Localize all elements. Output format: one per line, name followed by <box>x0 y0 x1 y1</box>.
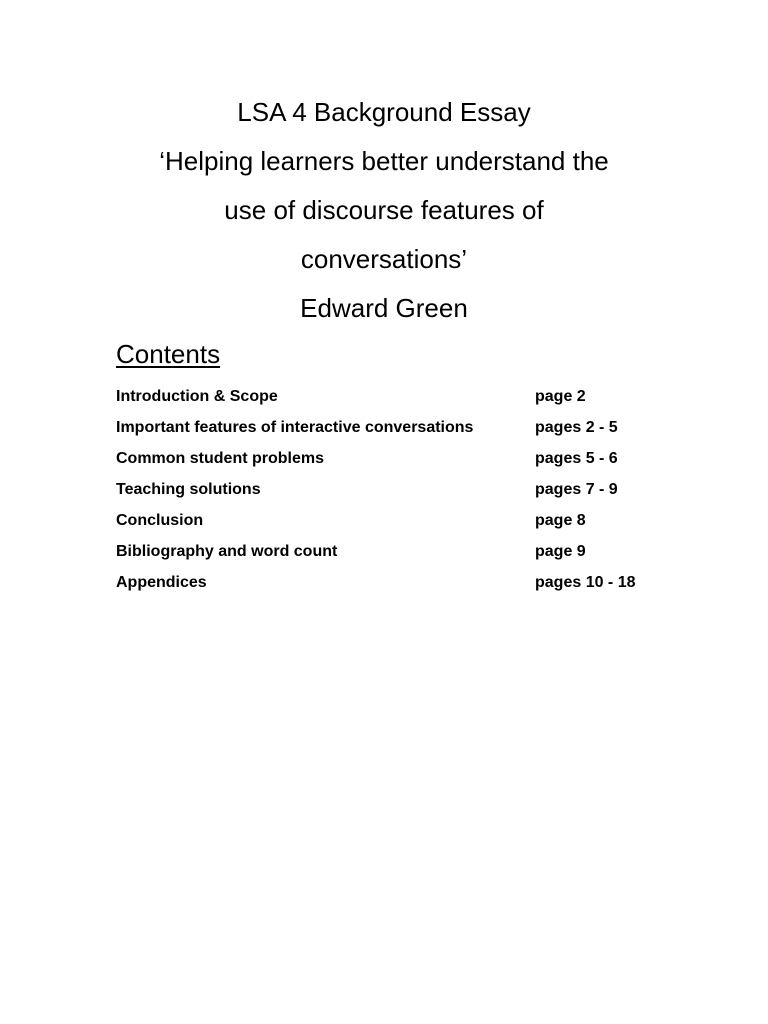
essay-title: LSA 4 Background Essay <box>237 97 531 127</box>
toc-row-conclusion <box>116 508 676 539</box>
toc-row-introduction <box>116 384 676 415</box>
toc-label: Teaching solutions <box>116 481 261 498</box>
toc-page-ref: page 2 <box>535 388 586 405</box>
essay-subtitle-line-3: conversations’ <box>300 244 468 274</box>
author-name: Edward Green <box>300 293 468 323</box>
toc-label: Important features of interactive conversations <box>116 419 474 436</box>
toc-page-ref: pages 5 - 6 <box>535 450 618 467</box>
toc-page-ref: pages 7 - 9 <box>535 481 618 498</box>
toc-label: Common student problems <box>116 450 325 467</box>
toc-label: Conclusion <box>116 512 204 529</box>
toc-page-ref: pages 2 - 5 <box>535 419 618 436</box>
toc-label: Bibliography and word count <box>116 543 338 560</box>
table-of-contents <box>116 384 676 601</box>
contents-heading: Contents <box>116 339 221 369</box>
toc-row-teaching-solutions <box>116 477 676 508</box>
toc-page-ref: page 9 <box>535 543 586 560</box>
toc-row-student-problems <box>116 446 676 477</box>
toc-label: Appendices <box>116 574 207 591</box>
toc-page-ref: pages 10 - 18 <box>535 574 636 591</box>
essay-subtitle-line-2: use of discourse features of <box>224 195 544 225</box>
essay-subtitle-line-1: ‘Helping learners better understand the <box>159 146 609 176</box>
toc-row-bibliography <box>116 539 676 570</box>
toc-row-important-features <box>116 415 676 446</box>
toc-row-appendices <box>116 570 676 601</box>
toc-label: Introduction & Scope <box>116 388 278 405</box>
toc-page-ref: page 8 <box>535 512 586 529</box>
title-block <box>0 88 768 333</box>
